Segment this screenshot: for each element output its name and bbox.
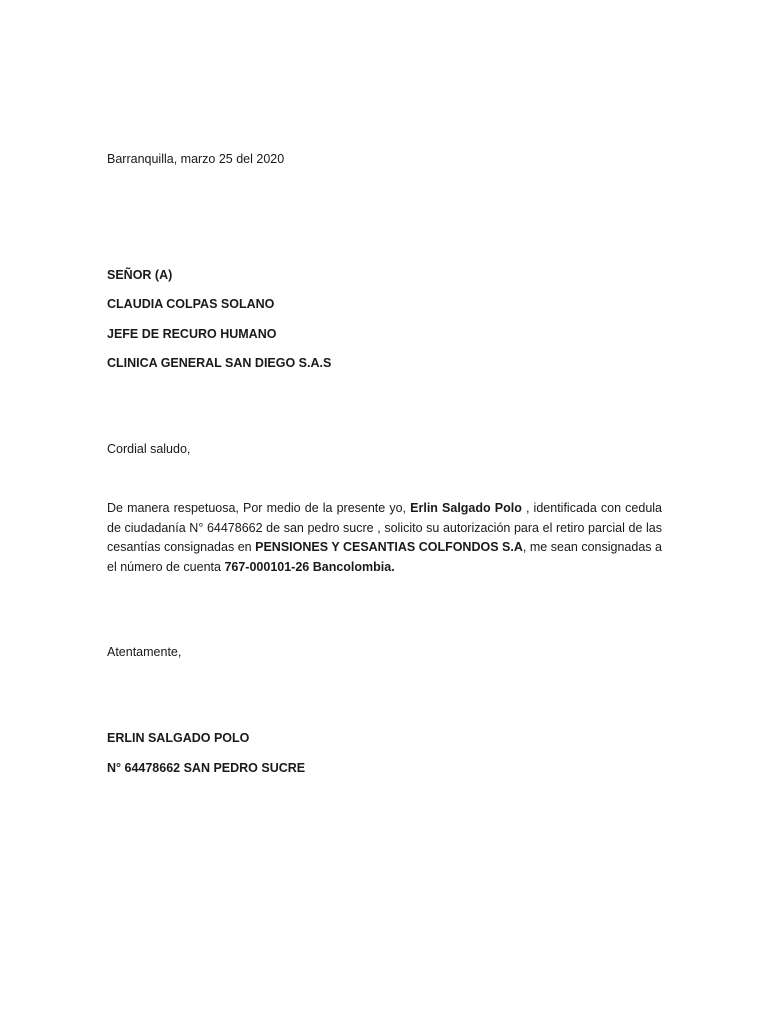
body-text-3: , me sean consignadas a el número de cuenta (107, 540, 662, 574)
body-fund-bold: PENSIONES Y CESANTIAS COLFONDOS S.A (255, 540, 523, 554)
place-date: Barranquilla, marzo 25 del 2020 (107, 152, 285, 166)
body-name-bold: Erlin Salgado Polo (410, 501, 522, 515)
closing: Atentamente, (107, 645, 182, 659)
greeting: Cordial saludo, (107, 442, 191, 456)
body-account-bold: 767-000101-26 Bancolombia. (224, 559, 395, 574)
recipient-salutation-title: SEÑOR (A) (107, 268, 173, 282)
letter-body (107, 499, 662, 577)
signature-name: ERLIN SALGADO POLO (107, 731, 250, 745)
body-text-1: De manera respetuosa, Por medio de la presente yo, (107, 501, 411, 515)
recipient-position: JEFE DE RECURO HUMANO (107, 327, 277, 341)
body-text-2: , identificada con cedula de ciudadanía N° 64478662 de san pedro sucre , solicito su autorización para el retiro parcial de las cesantías consignadas en (107, 501, 663, 554)
signature-id-line: N° 64478662 SAN PEDRO SUCRE (107, 761, 306, 775)
recipient-name: CLAUDIA COLPAS SOLANO (107, 297, 275, 311)
recipient-company: CLINICA GENERAL SAN DIEGO S.A.S (107, 356, 332, 370)
